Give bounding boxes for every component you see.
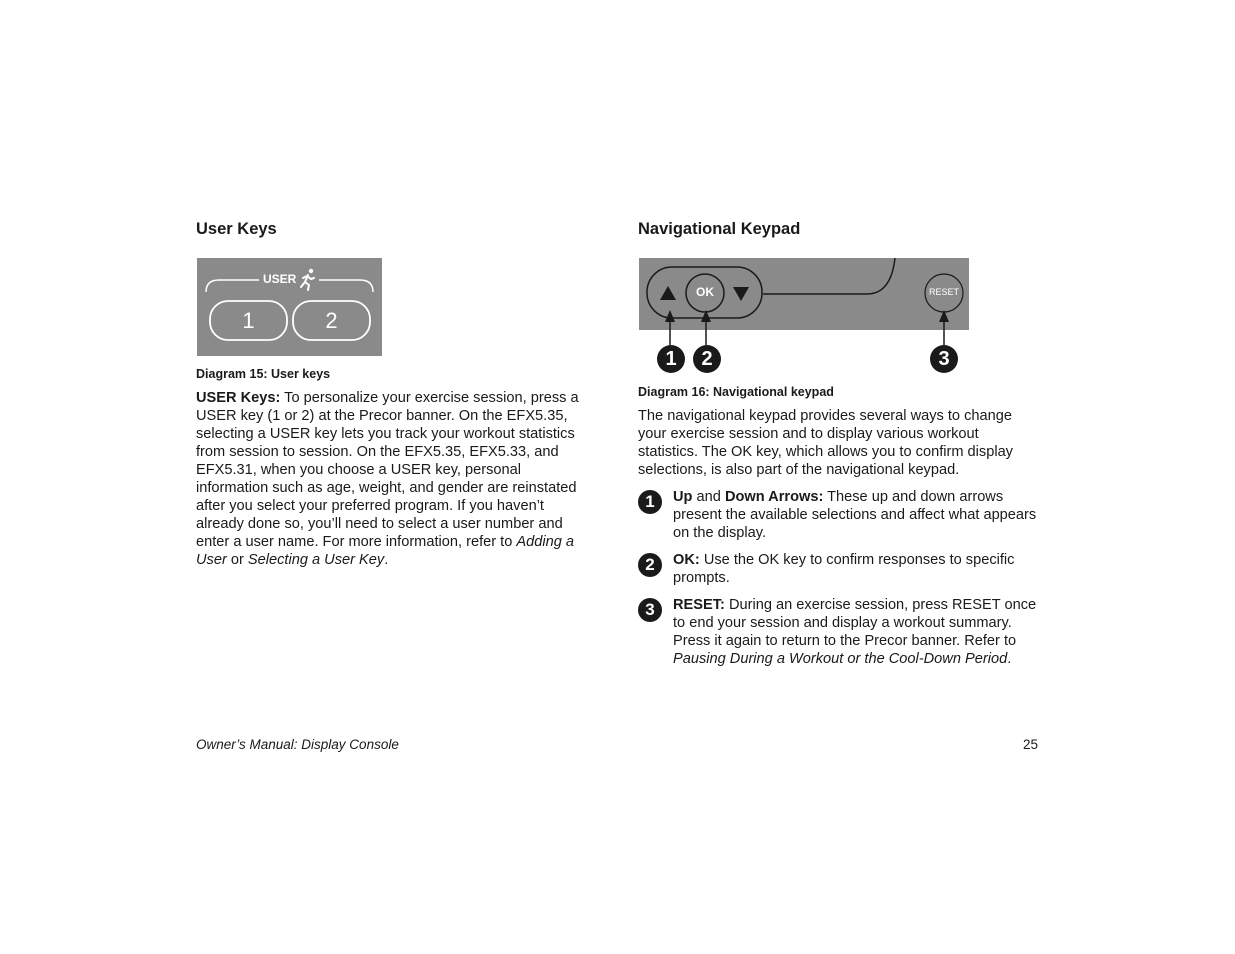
user-keys-heading: User Keys [196, 220, 277, 238]
diagram-15-caption: Diagram 15: User keys [196, 367, 331, 381]
user-keys-lead: USER Keys: [196, 390, 281, 406]
ok-text: Use the OK key to confirm responses to specific prompts. [673, 552, 1015, 586]
callout-3: 3 [930, 345, 958, 373]
callout-1: 1 [657, 345, 685, 373]
list-number-1: 1 [638, 490, 662, 514]
diagram-16-caption: Diagram 16: Navigational keypad [638, 385, 834, 399]
ref-adding-user: Adding a User [196, 534, 575, 568]
up-arrow-icon[interactable] [660, 286, 676, 300]
user-keys-text: To personalize your exercise session, press a USER key (1 or 2) at the Precor banner. On the EFX5.35, selecting a USER key lets you track your workout statistics from session to session. On the EFX5.35, EFX5.33, and EFX5.31, when you choose a USER key, personal information such as age, weight, and gender are reinstated after you select your preferred program. If you haven’t already done so, you’ll need to select a user number and enter a user name. For more information, refer to [196, 390, 579, 550]
up-down-text: These up and down arrows present the available selections and affect what appears on the display. [673, 489, 1037, 541]
list-number-3: 3 [638, 598, 662, 622]
ok-label: OK [696, 285, 714, 299]
ref-or: or [226, 552, 248, 568]
callout-2: 2 [693, 345, 721, 373]
runner-icon [301, 269, 314, 290]
page-number: 25 [1022, 737, 1038, 752]
down-arrow-icon[interactable] [733, 287, 749, 301]
reset-text: During an exercise session, press RESET once to end your session and display a workout summary. Press it again to return to the Precor banner. Refer to [673, 597, 1037, 649]
list-item-up-down [638, 488, 1038, 542]
up-lead: Up [673, 489, 693, 505]
list-item-ok [638, 551, 1038, 587]
user-keys-diagram [197, 258, 382, 356]
reset-end: . [1007, 651, 1012, 667]
reset-label: RESET [928, 287, 959, 297]
user-key-2-label: 2 [325, 308, 338, 333]
down-arrows-lead: Down Arrows: [724, 489, 824, 505]
callout-pointers [639, 300, 969, 350]
user-key-1-label: 1 [242, 308, 255, 333]
list-item-reset [638, 596, 1038, 668]
and-text: and [692, 489, 725, 505]
ref-selecting-user-key: Selecting a User Key [247, 552, 385, 568]
user-label: USER [263, 272, 297, 286]
nav-keypad-intro: The navigational keypad provides several ways to change your exercise session and to display various workout statistics. The OK key, which allows you to confirm display selections, is also part of the navigational keypad. [638, 408, 1013, 478]
ok-lead: OK: [673, 552, 700, 568]
reset-lead: RESET: [673, 597, 725, 613]
nav-keypad-heading: Navigational Keypad [638, 220, 801, 238]
list-number-2: 2 [638, 553, 662, 577]
ref-pausing: Pausing During a Workout or the Cool-Down Period [673, 651, 1008, 667]
para-end: . [384, 552, 389, 568]
footer-title: Owner’s Manual: Display Console [196, 737, 399, 752]
user-keys-paragraph [196, 389, 588, 569]
